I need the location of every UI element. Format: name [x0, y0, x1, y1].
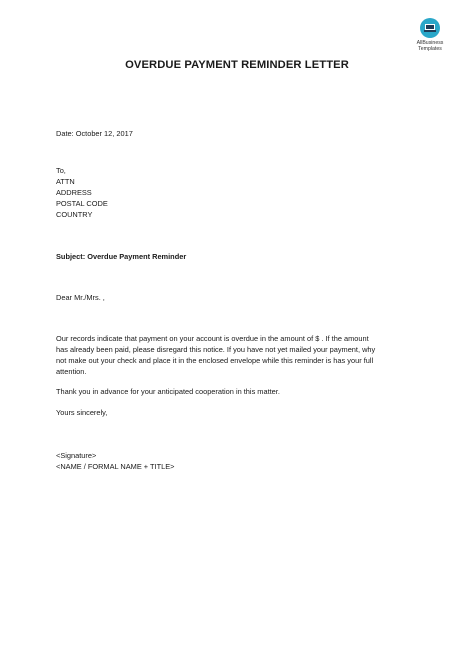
to-label: To, — [56, 166, 66, 175]
company-logo — [408, 18, 452, 52]
closing-line: Yours sincerely, — [56, 408, 108, 417]
recipient-attn: ATTN — [56, 177, 75, 186]
logo-text-line1: AllBusiness — [416, 40, 444, 46]
body-line-4: attention. — [56, 367, 87, 376]
letter-title: OVERDUE PAYMENT REMINDER LETTER — [125, 59, 349, 71]
body-line-3: not make out your check and place it in the enclosed envelope while this reminder is has your full — [56, 356, 374, 365]
logo-text-line2: Templates — [418, 46, 442, 52]
recipient-address: ADDRESS — [56, 188, 92, 197]
signature-placeholder: <Signature> — [56, 451, 97, 460]
body-line-1: Our records indicate that payment on your account is overdue in the amount of $ . If the amount — [56, 334, 369, 343]
subject-line: Subject: Overdue Payment Reminder — [56, 252, 187, 261]
thanks-line: Thank you in advance for your anticipated cooperation in this matter. — [56, 387, 280, 396]
recipient-country: COUNTRY — [56, 210, 93, 219]
laptop-icon — [420, 18, 440, 38]
name-title-placeholder: <NAME / FORMAL NAME + TITLE> — [56, 462, 175, 471]
recipient-postal-code: POSTAL CODE — [56, 199, 108, 208]
letter-date: Date: October 12, 2017 — [56, 129, 133, 138]
salutation: Dear Mr./Mrs. , — [56, 293, 105, 302]
body-line-2: has already been paid, please disregard this notice. If you have not yet mailed your payment, why — [56, 345, 376, 354]
